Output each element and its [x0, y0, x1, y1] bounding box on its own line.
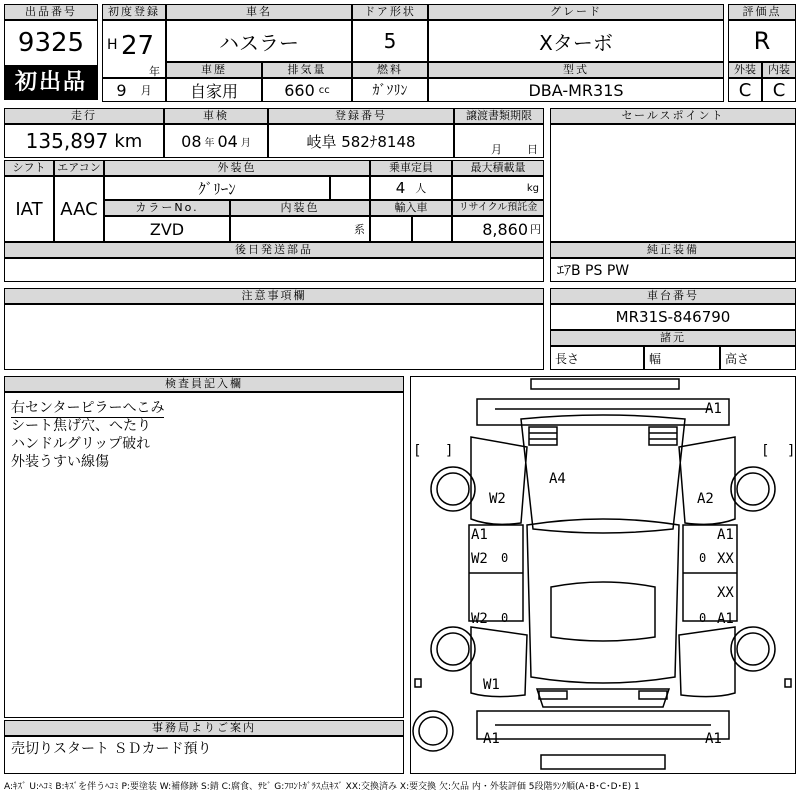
cautions-label: 注意事項欄 — [4, 288, 544, 304]
displacement-value: 660 — [284, 80, 315, 100]
recycle-label: リサイクル預託金 — [452, 200, 544, 216]
transfer-label: 譲渡書類期限 — [454, 108, 544, 124]
chassis-value: MR31S-846790 — [615, 308, 731, 326]
capacity-unit: 人 — [415, 182, 427, 195]
reg-no-label: 登録番号 — [268, 108, 454, 124]
first-reg-year — [102, 20, 166, 78]
mark-left-rear-door: W2 — [471, 611, 488, 627]
transfer-month-unit: 月 — [491, 143, 502, 156]
transfer-day-unit: 日 — [527, 143, 538, 156]
inspection-month-unit: 月 — [240, 137, 251, 149]
exterior-score — [728, 78, 762, 102]
inspector-note-4: 外装うすい線傷 — [11, 454, 109, 470]
dims-label: 諸元 — [550, 330, 796, 346]
door-value: 5 — [383, 29, 397, 53]
history-label: 車歴 — [166, 62, 262, 78]
displacement-label: 排気量 — [262, 62, 352, 78]
color — [104, 176, 330, 200]
inspector-label: 検査員記入欄 — [4, 376, 404, 392]
mark-front-right-fender: A2 — [697, 491, 714, 507]
interior-score — [762, 78, 796, 102]
bracket-left-1: [ — [413, 443, 422, 459]
inspector-notes — [4, 392, 404, 718]
shift-value: IAT — [15, 198, 43, 220]
mark-zero-left-2: 0 — [501, 611, 509, 625]
inspector-note-3: ハンドルグリップ破れ — [11, 436, 151, 452]
era: H — [107, 37, 118, 53]
displacement — [262, 78, 352, 102]
fuel-value: ｶﾞｿﾘﾝ — [372, 83, 408, 99]
car-diagram — [410, 376, 796, 774]
color-no-label: カラーNo. — [104, 200, 230, 216]
recycle — [452, 216, 544, 242]
lot-number-value: 9325 — [17, 28, 85, 58]
interior-label: 内装 — [762, 62, 796, 78]
import-left — [370, 216, 412, 242]
sales-point — [550, 124, 796, 242]
inspection-month: 04 — [217, 131, 238, 151]
height-label: 高さ — [725, 351, 750, 366]
color-no — [104, 216, 230, 242]
door-label: ドア形状 — [352, 4, 428, 20]
inspection-year: 08 — [181, 131, 202, 151]
equipment-label: 純正装備 — [550, 242, 796, 258]
color-value: ｸﾞﾘｰﾝ — [198, 179, 236, 198]
max-load — [452, 176, 544, 200]
color-no-value: ZVD — [149, 219, 185, 239]
displacement-unit: cc — [318, 84, 330, 96]
month-unit: 月 — [140, 84, 152, 97]
mark-right-rear-door: A1 — [717, 611, 734, 627]
equipment-value: ｴｱB PS PW — [557, 263, 630, 279]
car-name-label: 車名 — [166, 4, 352, 20]
mark-right-rear-door-top: XX — [717, 585, 734, 601]
mark-zero-left-1: 0 — [501, 551, 509, 565]
ac — [54, 176, 104, 242]
reg-no — [268, 124, 454, 158]
grade-label: グレード — [428, 4, 724, 20]
inspection-label: 車検 — [164, 108, 268, 124]
year-unit: 年 — [149, 65, 160, 78]
grade-value: Xターボ — [539, 30, 613, 55]
interior-color-label: 内装色 — [230, 200, 370, 216]
length — [550, 346, 644, 370]
legend: A:ｷｽﾞ U:ﾍｺﾐ B:ｷｽﾞを伴うﾍｺﾐ P:要塗装 W:補修跡 S:錆 C:腐食、ｻﾋﾞ G:ﾌﾛﾝﾄｶﾞﾗｽ点ｷｽﾞ XX:交換済み X:要交換 欠:欠品 内・外装評価 5段階ﾗﾝｸ順(A･B･C･D･E) 1 — [4, 782, 640, 792]
fuel-label: 燃料 — [352, 62, 428, 78]
interior-color-unit: 系 — [354, 223, 365, 236]
color-label: 外装色 — [104, 160, 370, 176]
recycle-value: 8,860 — [482, 219, 528, 239]
door — [352, 20, 428, 62]
import-label: 輸入車 — [370, 200, 452, 216]
recycle-unit: 円 — [530, 223, 541, 236]
equipment — [550, 258, 796, 282]
model-label: 型式 — [428, 62, 724, 78]
bracket-right-2: ] — [787, 443, 796, 459]
lot-number-label: 出品番号 — [4, 4, 98, 20]
first-reg-month — [102, 78, 166, 102]
month: 9 — [116, 80, 127, 100]
model — [428, 78, 724, 102]
office-label: 事務局よりご案内 — [4, 720, 404, 736]
inspection-year-unit: 年 — [204, 137, 215, 149]
office-message-box — [4, 736, 404, 774]
mark-front-bumper-left: A1 — [483, 731, 500, 747]
mileage — [4, 124, 164, 158]
year: 27 — [121, 31, 155, 61]
max-load-label: 最大積載量 — [452, 160, 544, 176]
inspector-note-2: シート焦げ穴、へたり — [11, 418, 151, 434]
height — [720, 346, 796, 370]
ac-label: エアコン — [54, 160, 104, 176]
shift-label: シフト — [4, 160, 54, 176]
car-name-value: ハスラー — [219, 30, 299, 55]
mileage-label: 走行 — [4, 108, 164, 124]
color-extra — [330, 176, 370, 200]
capacity — [370, 176, 452, 200]
max-load-unit: kg — [526, 182, 539, 194]
mark-zero-right-1: 0 — [699, 551, 707, 565]
mark-hood: A4 — [549, 471, 566, 487]
history — [166, 78, 262, 102]
first-time-badge: 初出品 — [4, 66, 98, 100]
interior-color — [230, 216, 370, 242]
office-message: 売切りスタート ＳＤカード預り — [11, 741, 212, 757]
chassis-label: 車台番号 — [550, 288, 796, 304]
length-label: 長さ — [555, 351, 580, 366]
later-parts — [4, 258, 544, 282]
import-right — [412, 216, 452, 242]
width — [644, 346, 720, 370]
later-parts-label: 後日発送部品 — [4, 242, 544, 258]
capacity-label: 乗車定員 — [370, 160, 452, 176]
bracket-right-1: [ — [761, 443, 770, 459]
grade — [428, 20, 724, 62]
cautions — [4, 304, 544, 370]
sales-point-label: セールスポイント — [550, 108, 796, 124]
first-reg-label: 初度登録 — [102, 4, 166, 20]
reg-no-value: 岐阜 582ﾅ8148 — [306, 132, 416, 151]
mileage-unit: km — [114, 130, 143, 152]
width-label: 幅 — [649, 351, 662, 366]
mark-right-front-door-top: A1 — [717, 527, 734, 543]
lot-number — [4, 20, 98, 66]
history-value: 自家用 — [189, 81, 238, 101]
chassis — [550, 304, 796, 330]
exterior-score-value: C — [738, 79, 752, 101]
score — [728, 20, 796, 62]
bracket-left-2: ] — [445, 443, 454, 459]
score-label: 評価点 — [728, 4, 796, 20]
mark-front-bumper-right: A1 — [705, 731, 722, 747]
mark-zero-right-2: 0 — [699, 611, 707, 625]
mark-left-rear-fender: W1 — [483, 677, 500, 693]
score-value: R — [753, 27, 771, 55]
ac-value: AAC — [60, 198, 98, 220]
interior-score-value: C — [772, 79, 786, 101]
car-name — [166, 20, 352, 62]
car-diagram-svg — [411, 377, 795, 773]
mark-left-front-door: W2 — [471, 551, 488, 567]
mileage-value: 135,897 — [25, 129, 109, 153]
fuel — [352, 78, 428, 102]
capacity-value: 4 — [395, 179, 406, 197]
mark-right-front-door: XX — [717, 551, 734, 567]
inspector-note-1: 右センターピラーへこみ — [11, 397, 164, 418]
inspection — [164, 124, 268, 158]
shift — [4, 176, 54, 242]
mark-roof: A1 — [705, 401, 722, 417]
exterior-label: 外装 — [728, 62, 762, 78]
mark-front-left-fender: W2 — [489, 491, 506, 507]
mark-left-front-door-top: A1 — [471, 527, 488, 543]
model-value: DBA-MR31S — [528, 80, 624, 100]
transfer — [454, 124, 544, 158]
